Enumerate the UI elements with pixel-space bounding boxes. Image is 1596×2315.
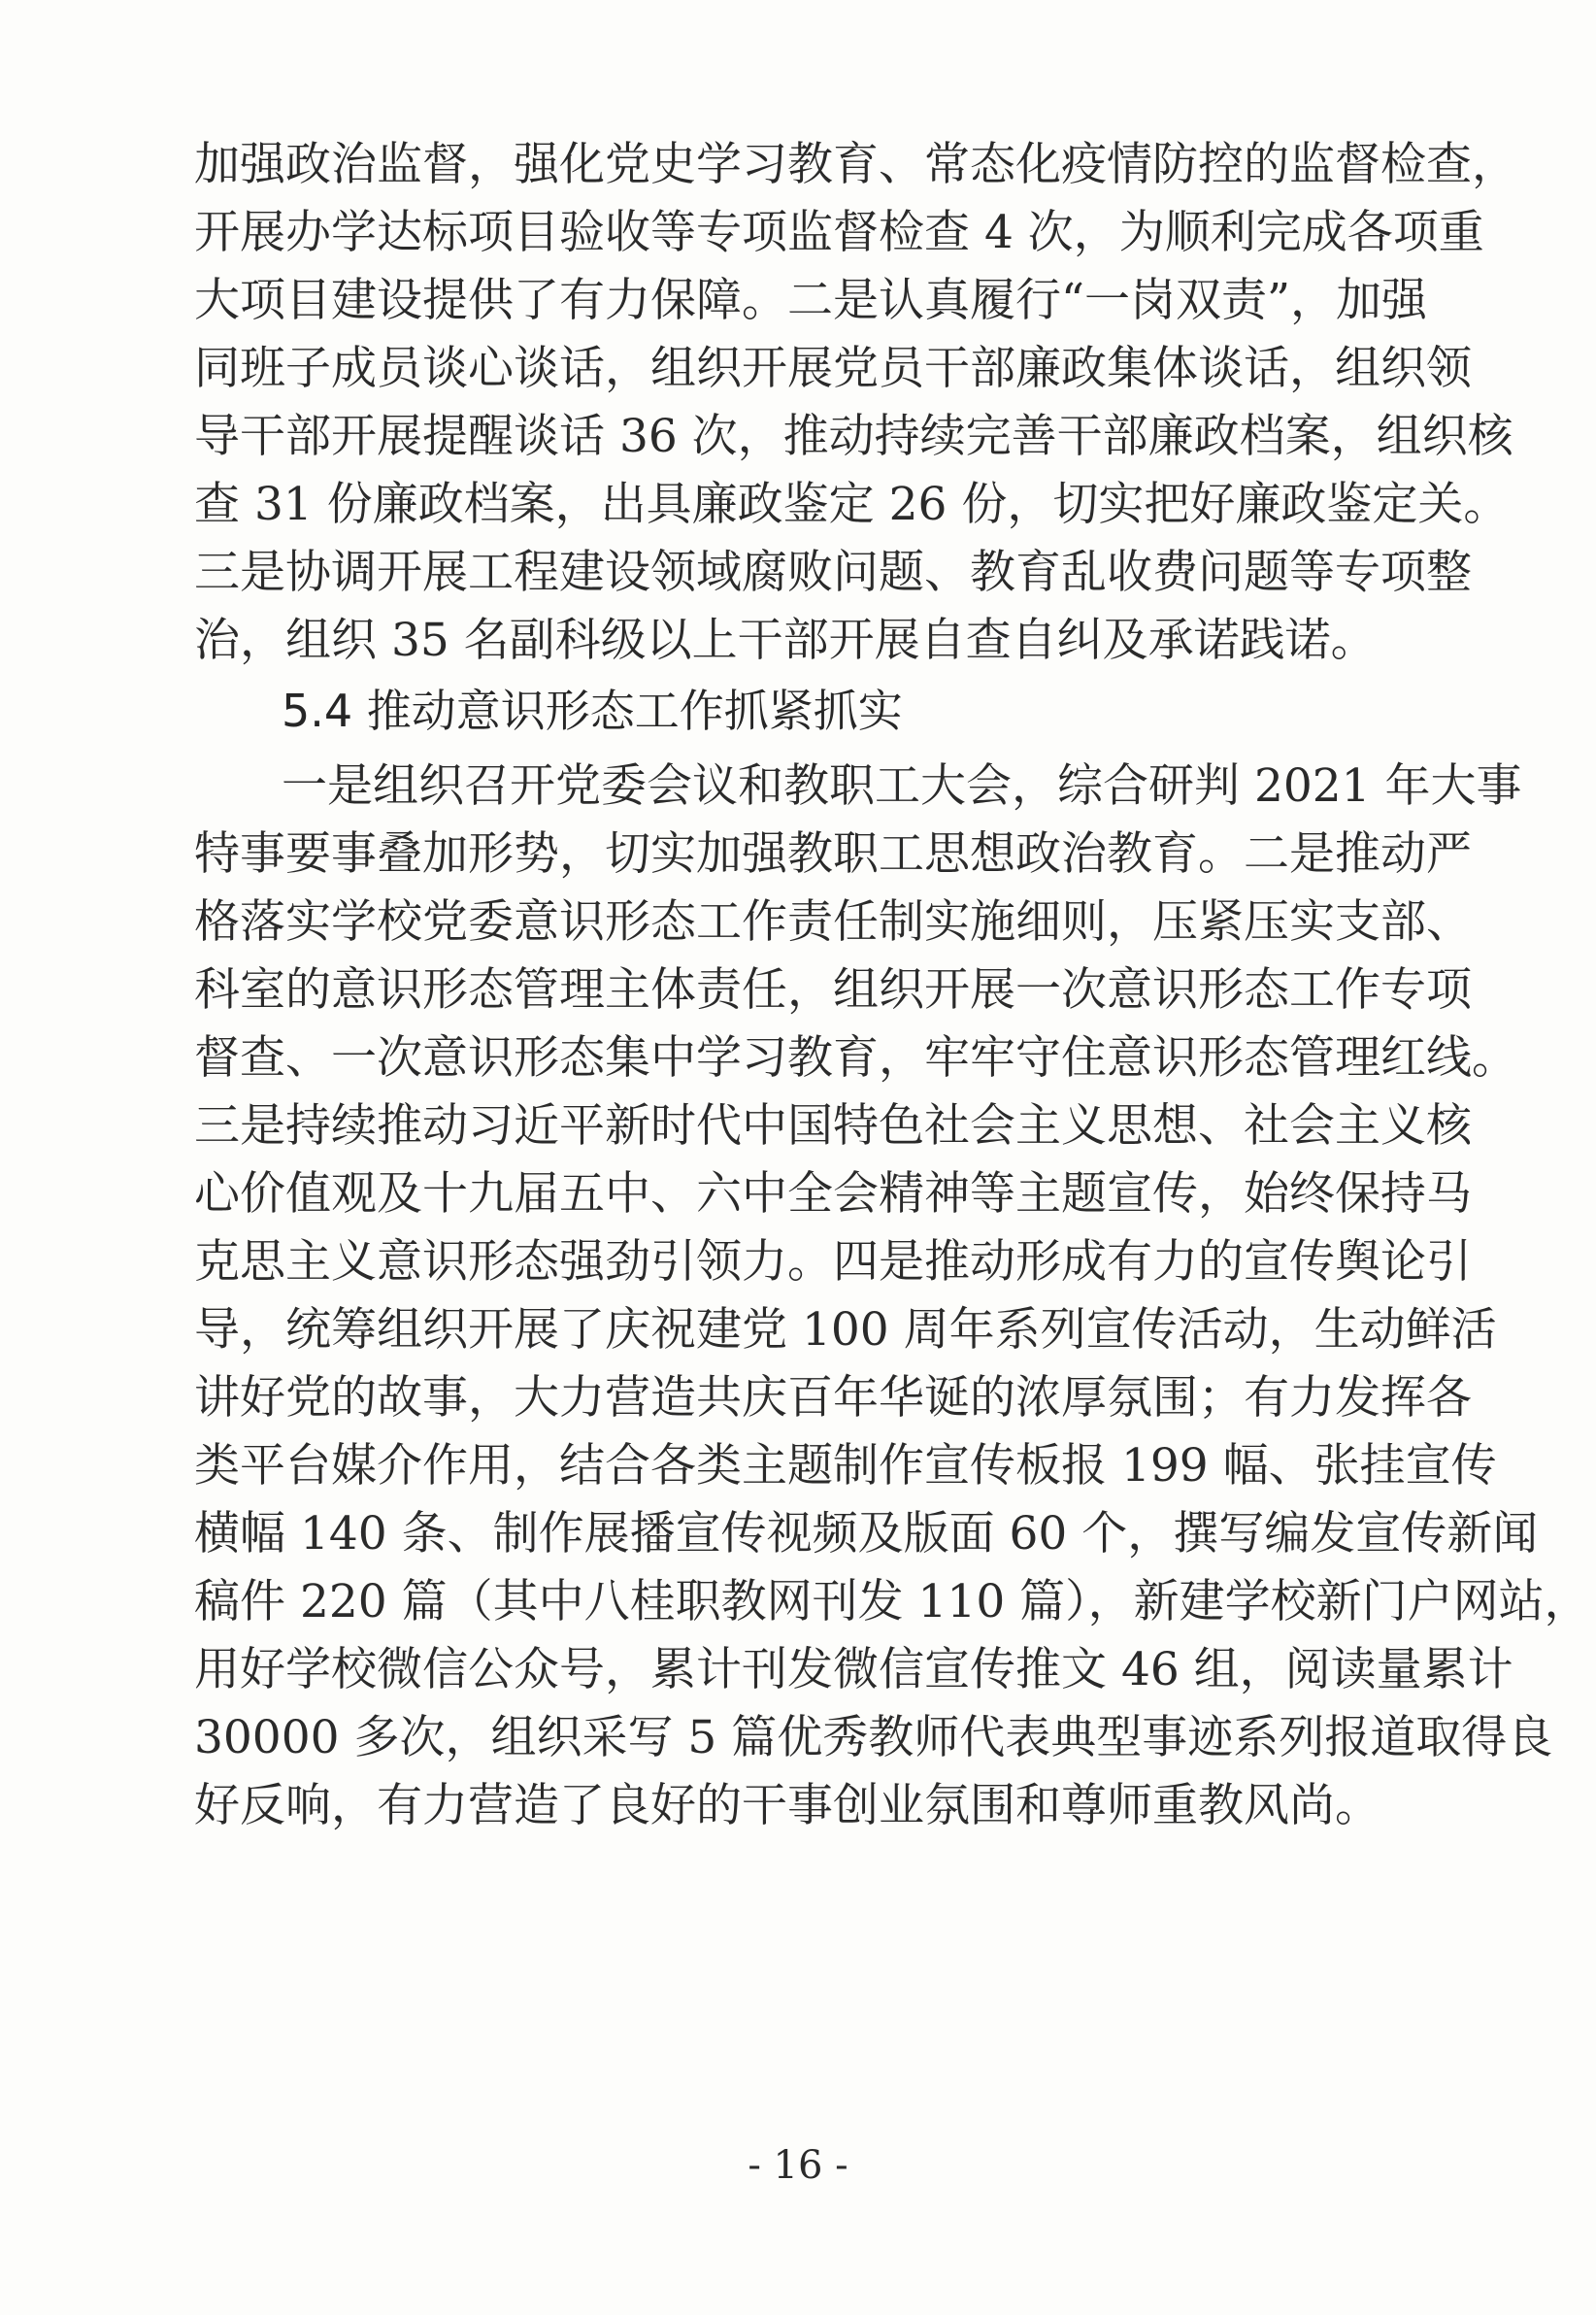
paragraph-line: 类平台媒介作用，结合各类主题制作宣传板报 199 幅、张挂宣传: [194, 1439, 1497, 1493]
paragraph-line: 心价值观及十九届五中、六中全会精神等主题宣传，始终保持马: [194, 1167, 1472, 1221]
paragraph-line: 克思主义意识形态强劲引领力。四是推动形成有力的宣传舆论引: [194, 1235, 1472, 1289]
paragraph-line: 稿件 220 篇（其中八桂职教网刊发 110 篇），新建学校新门户网站，: [194, 1575, 1590, 1628]
paragraph-line: 讲好党的故事，大力营造共庆百年华诞的浓厚氛围；有力发挥各: [194, 1371, 1472, 1425]
section-heading: 5.4 推动意识形态工作抓紧抓实: [282, 685, 903, 737]
paragraph-line: 用好学校微信公众号，累计刊发微信宣传推文 46 组，阅读量累计: [194, 1643, 1513, 1696]
page-number: - 16 -: [748, 2143, 848, 2188]
paragraph-line: 横幅 140 条、制作展播宣传视频及版面 60 个，撰写编发宣传新闻: [194, 1507, 1539, 1560]
paragraph-line: 三是协调开展工程建设领域腐败问题、教育乱收费问题等专项整: [194, 546, 1472, 599]
paragraph-line: 格落实学校党委意识形态工作责任制实施细则，压紧压实支部、: [194, 895, 1472, 949]
paragraph-line: 科室的意识形态管理主体责任，组织开展一次意识形态工作专项: [194, 963, 1472, 1017]
paragraph-line: 导干部开展提醒谈话 36 次，推动持续完善干部廉政档案，组织核: [194, 410, 1513, 463]
paragraph-line: 30000 多次，组织采写 5 篇优秀教师代表典型事迹系列报道取得良: [194, 1711, 1553, 1764]
paragraph-line: 大项目建设提供了有力保障。二是认真履行“一岗双责”，加强: [194, 274, 1428, 327]
paragraph-line: 一是组织召开党委会议和教职工大会，综合研判 2021 年大事: [282, 759, 1522, 813]
paragraph-line: 特事要事叠加形势，切实加强教职工思想政治教育。二是推动严: [194, 827, 1472, 881]
paragraph-line: 三是持续推动习近平新时代中国特色社会主义思想、社会主义核: [194, 1099, 1472, 1153]
paragraph-line: 治，组织 35 名副科级以上干部开展自查自纠及承诺践诺。: [194, 614, 1377, 667]
paragraph-line: 查 31 份廉政档案，出具廉政鉴定 26 份，切实把好廉政鉴定关。: [194, 478, 1510, 531]
paragraph-line: 加强政治监督，强化党史学习教育、常态化疫情防控的监督检查，: [194, 138, 1517, 191]
paragraph-line: 同班子成员谈心谈话，组织开展党员干部廉政集体谈话，组织领: [194, 342, 1472, 395]
paragraph-line: 开展办学达标项目验收等专项监督检查 4 次，为顺利完成各项重: [194, 206, 1484, 259]
paragraph-line: 好反响，有力营造了良好的干事创业氛围和尊师重教风尚。: [194, 1779, 1380, 1832]
paragraph-line: 导，统筹组织开展了庆祝建党 100 周年系列宣传活动，生动鲜活: [194, 1303, 1497, 1357]
paragraph-line: 督查、一次意识形态集中学习教育，牢牢守住意识形态管理红线。: [194, 1031, 1517, 1085]
